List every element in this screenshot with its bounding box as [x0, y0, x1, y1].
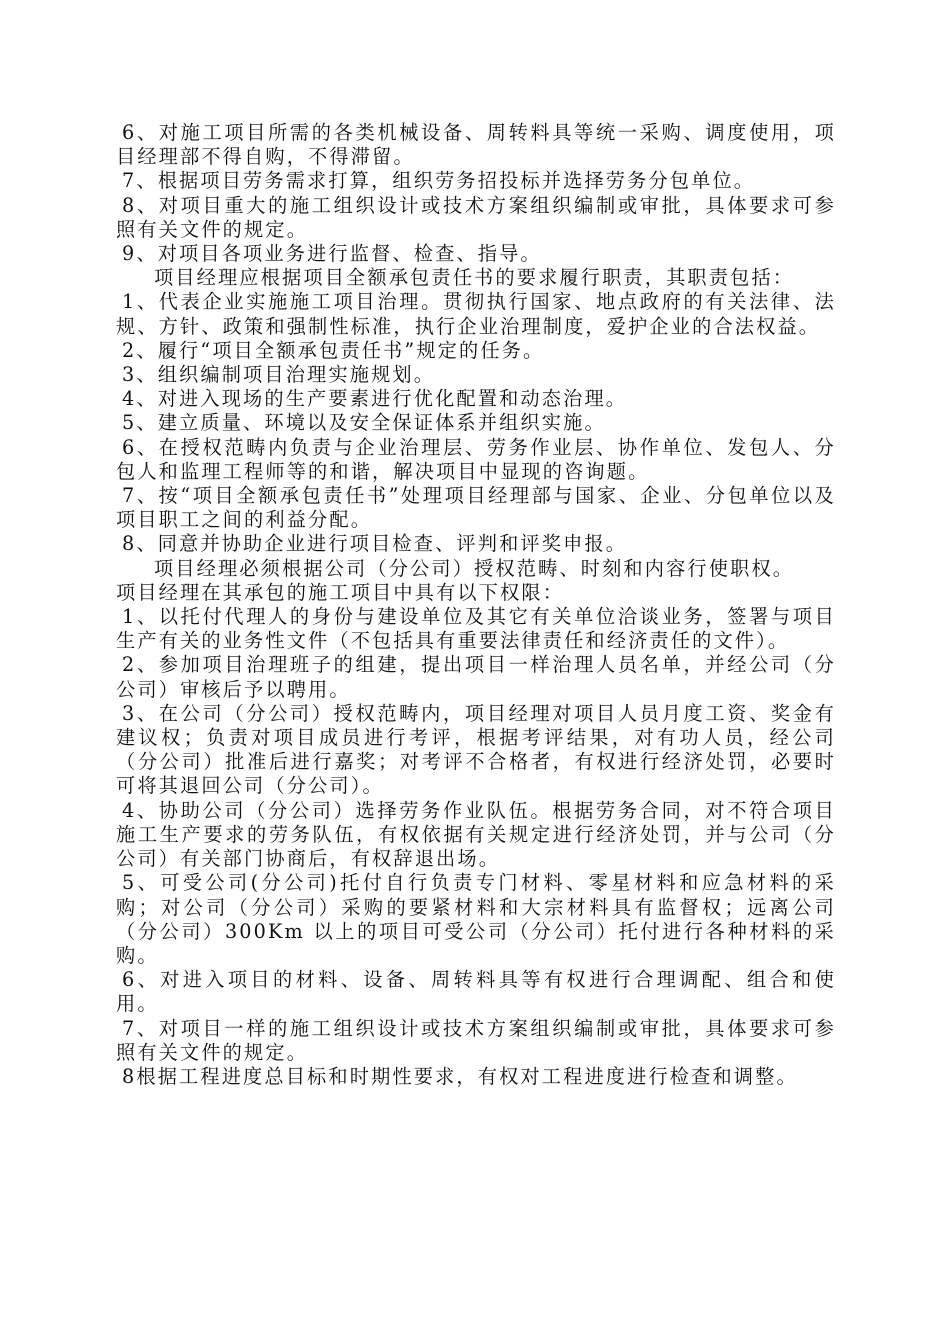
paragraph-8-design-approval: 8、对项目重大的施工组织设计或技术方案组织编制或审批，具体要求可参照有关文件的规定。 — [116, 193, 836, 241]
duty-1: 1、代表企业实施施工项目治理。贯彻执行国家、地点政府的有关法律、法规、方针、政策和强制性标准，执行企业治理制度，爱护企业的合法权益。 — [116, 290, 836, 338]
duty-6: 6、在授权范畴内负责与企业治理层、劳务作业层、协作单位、发包人、分包人和监理工程师等的和谐，解决项目中显现的咨询题。 — [116, 435, 836, 483]
paragraph-duties-intro: 项目经理应根据项目全额承包责任书的要求履行职责，其职责包括： — [154, 266, 795, 290]
authority-3: 3、在公司（分公司）授权范畴内，项目经理对项目人员月度工资、奖金有建议权；负责对项目成员进行考评，根据考评结果，对有功人员，经公司（分公司）批准后进行嘉奖；对考评不合格者，有权进行经济处罚，必要时可将其退回公司（分公司）。 — [116, 701, 836, 798]
authority-6: 6、对进入项目的材料、设备、周转料具等有权进行合理调配、组合和使用。 — [116, 968, 836, 1016]
duty-8: 8、同意并协助企业进行项目检查、评判和评奖申报。 — [122, 532, 628, 556]
duty-7: 7、按“项目全额承包责任书”处理项目经理部与国家、企业、分包单位以及项目职工之间的利益分配。 — [116, 484, 836, 532]
authority-2: 2、参加项目治理班子的组建，提出项目一样治理人员名单，并经公司（分公司）审核后予以聘用。 — [116, 653, 836, 701]
duty-4: 4、对进入现场的生产要素进行优化配置和动态治理。 — [122, 387, 628, 411]
paragraph-7-labor-plan: 7、根据项目劳务需求打算，组织劳务招投标并选择劳务分包单位。 — [122, 169, 756, 193]
paragraph-authority-intro-2: 项目经理在其承包的施工项目中具有以下权限： — [116, 580, 565, 604]
authority-5: 5、可受公司(分公司)托付自行负责专门材料、零星材料和应急材料的采购；对公司（分公司）采购的要紧材料和大宗材料具有监督权；远离公司（分公司）300Km 以上的项目可受公司（分公司）托付进行各种材料的采购。 — [116, 871, 836, 967]
duty-5: 5、建立质量、环境以及安全保证体系并组织实施。 — [122, 411, 606, 435]
duty-3: 3、组织编制项目治理实施规划。 — [122, 363, 436, 387]
authority-8: 8根据工程进度总目标和时期性要求，有权对工程进度进行检查和调整。 — [122, 1064, 798, 1088]
authority-4: 4、协助公司（分公司）选择劳务作业队伍。根据劳务合同，对不符合项目施工生产要求的劳务队伍，有权依据有关规定进行经济处罚，并与公司（分公司）有关部门协商后，有权辞退出场。 — [116, 798, 836, 871]
paragraph-authority-intro: 项目经理必须根据公司（分公司）授权范畴、时刻和内容行使职权。 — [154, 556, 795, 580]
paragraph-9-supervision: 9、对项目各项业务进行监督、检查、指导。 — [122, 242, 542, 266]
paragraph-6-equipment: 6、对施工项目所需的各类机械设备、周转料具等统一采购、调度使用，项目经理部不得自购，不得滞留。 — [116, 121, 836, 169]
duty-2: 2、履行“项目全额承包责任书”规定的任务。 — [122, 338, 545, 362]
authority-1: 1、以托付代理人的身份与建设单位及其它有关单位洽谈业务，签署与项目生产有关的业务性文件（不包括具有重要法律责任和经济责任的文件）。 — [116, 605, 836, 653]
authority-7: 7、对项目一样的施工组织设计或技术方案组织编制或审批，具体要求可参照有关文件的规定。 — [116, 1016, 836, 1064]
document-body — [116, 121, 836, 1089]
